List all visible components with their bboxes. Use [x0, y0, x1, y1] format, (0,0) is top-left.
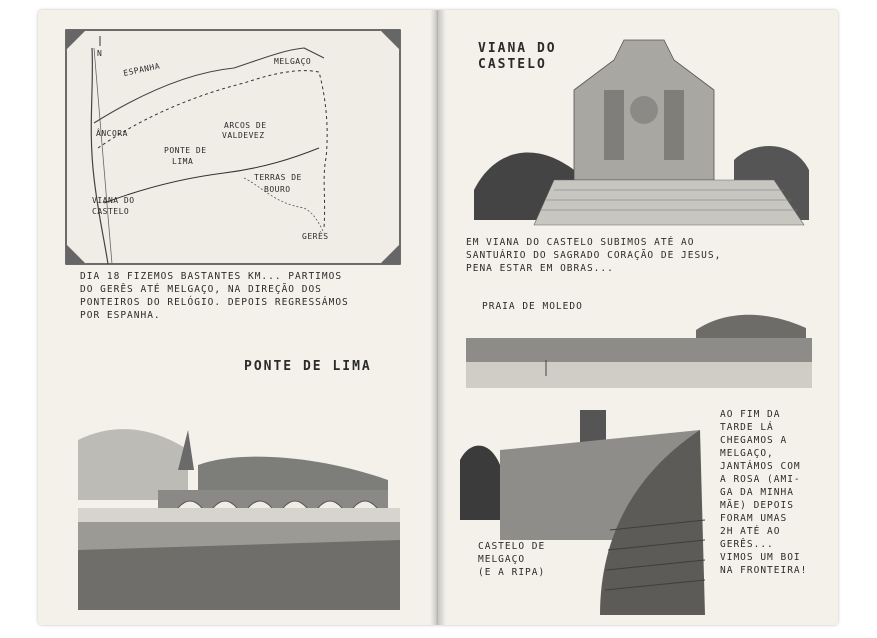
- map-label-terras2: BOURO: [264, 185, 291, 194]
- left-note: DIA 18 FIZEMOS BASTANTES KM... PARTIMOS DO GERÊS ATÉ MELGAÇO, NA DIREÇÃO DOS PONTEIROS DO RELÓGIO. DEPOIS REGRESSÁMOS POR ESPANHA.: [80, 271, 349, 321]
- praia-sketch: [466, 300, 812, 390]
- viana-title-line1: VIANA DO: [478, 41, 557, 56]
- map-label-espanha: ESPANHA: [122, 61, 161, 78]
- castelo-caption: CASTELO DE MELGAÇO (E A RIPA): [478, 541, 546, 578]
- map-label-ancora: ÂNCORA: [96, 129, 128, 138]
- route-map: [64, 28, 402, 266]
- map-label-arcos: ARCOS DE: [224, 121, 267, 130]
- ponte-de-lima-title: PONTE DE LIMA: [244, 359, 372, 374]
- north-label: N: [97, 49, 103, 58]
- side-note: AO FIM DA TARDE LÁ CHEGAMOS A MELGAÇO, JANTÁMOS COM A ROSA (AMI- GA DA MINHA MÃE) DEPOIS FORAM UMAS 2H ATÉ AO GERÊS... VIMOS UM BOI NA FRONTEIRA!: [720, 409, 808, 576]
- right-note: EM VIANA DO CASTELO SUBIMOS ATÉ AO SANTUÁRIO DO SAGRADO CORAÇÃO DE JESUS, PENA ESTAR EM OBRAS...: [466, 237, 722, 274]
- map-label-terras: TERRAS DE: [254, 173, 302, 182]
- santuario-sketch: [474, 30, 814, 230]
- ponte-de-lima-sketch: [78, 410, 400, 610]
- castelo-sketch: [460, 410, 710, 615]
- viana-title-line2: CASTELO: [478, 57, 547, 72]
- map-label-ponte2: LIMA: [172, 157, 194, 166]
- map-label-geres: GERÊS: [302, 232, 329, 241]
- map-label-arcos2: VALDEVEZ: [222, 131, 265, 140]
- map-label-melgaco: MELGAÇO: [274, 57, 312, 66]
- praia-title: PRAIA DE MOLEDO: [482, 301, 583, 312]
- map-label-viana: VIANA DO: [92, 196, 135, 205]
- book-gutter: [430, 10, 446, 625]
- map-label-ponte: PONTE DE: [164, 146, 207, 155]
- map-label-viana2: CASTELO: [92, 207, 130, 216]
